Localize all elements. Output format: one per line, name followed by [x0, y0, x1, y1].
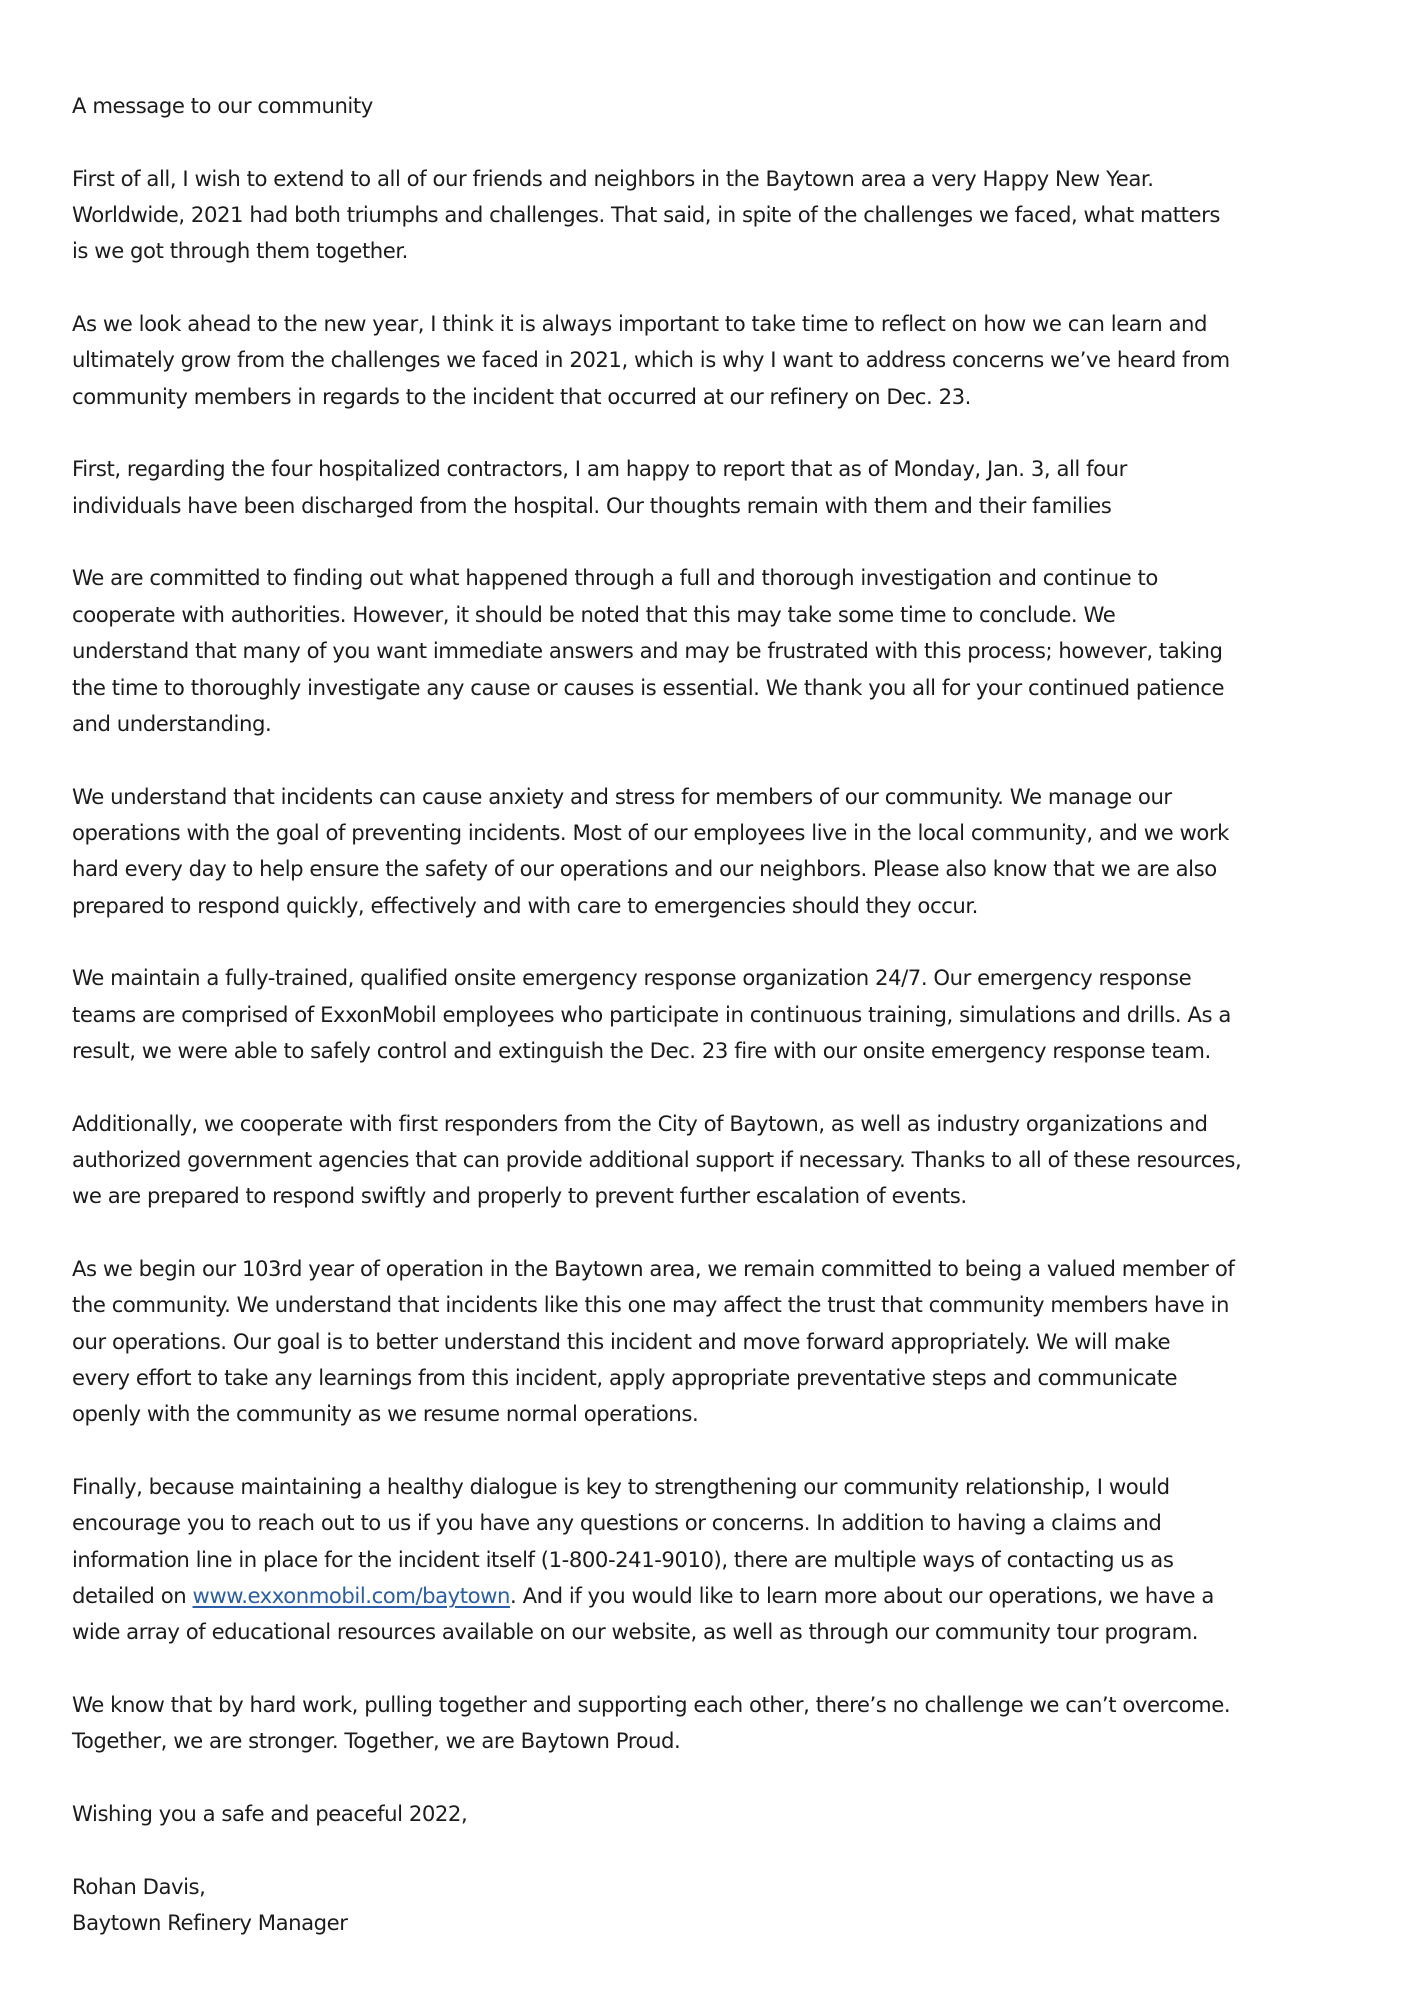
paragraph-contact-info: [72, 1469, 1372, 1651]
link-suffix-text: . And if you would like to learn more about our operations, we have a: [510, 1583, 1214, 1609]
text-line: is we got through them together.: [72, 238, 408, 264]
letter-page: [72, 88, 1372, 1942]
text-line: and understanding.: [72, 710, 272, 736]
spacer: [72, 1760, 1372, 1796]
text-line: cooperate with authorities. However, it should be noted that this may take some time to conclude. We: [72, 601, 1116, 627]
signature-block: [72, 1869, 1372, 1942]
text-line: encourage you to reach out to us if you have any questions or concerns. In addition to having a claims and: [72, 1510, 1162, 1536]
text-line: We are committed to finding out what happened through a full and thorough investigation and continue to: [72, 565, 1158, 591]
text-line: information line in place for the incident itself (1-800-241-9010), there are multiple ways of contacting us as: [72, 1546, 1174, 1572]
text-line: Together, we are stronger. Together, we are Baytown Proud.: [72, 1728, 681, 1754]
spacer: [72, 1069, 1372, 1105]
text-line: authorized government agencies that can provide additional support if necessary. Thanks to all of these resources,: [72, 1146, 1242, 1172]
spacer: [72, 1833, 1372, 1869]
text-line: hard every day to help ensure the safety of our operations and our neighbors. Please also know that we are also: [72, 856, 1217, 882]
text-line: Worldwide, 2021 had both triumphs and challenges. That said, in spite of the challenges we faced, what matters: [72, 202, 1220, 228]
text-line: every effort to take any learnings from this incident, apply appropriate preventative steps and communicate: [72, 1365, 1178, 1391]
link-prefix-text: detailed on: [72, 1583, 193, 1609]
spacer: [72, 742, 1372, 778]
paragraph-emergency-response: [72, 960, 1372, 1069]
signature-title: Baytown Refinery Manager: [72, 1910, 348, 1936]
closing-line: Wishing you a safe and peaceful 2022,: [72, 1801, 468, 1827]
website-link[interactable]: www.exxonmobil.com/baytown: [192, 1583, 511, 1609]
text-line: wide array of educational resources available on our website, as well as through our community tour program.: [72, 1619, 1199, 1645]
paragraph-first-responders: [72, 1106, 1372, 1215]
text-line: First, regarding the four hospitalized contractors, I am happy to report that as of Monday, Jan. 3, all four: [72, 456, 1127, 482]
paragraph-community-safety: [72, 779, 1372, 924]
letter-title: A message to our community: [72, 93, 373, 118]
text-line: We maintain a fully-trained, qualified onsite emergency response organization 24/7. Our emergency response: [72, 965, 1192, 991]
paragraph-new-year-greeting: [72, 161, 1372, 270]
text-line: understand that many of you want immediate answers and may be frustrated with this process; however, taking: [72, 638, 1223, 664]
text-line: the community. We understand that incidents like this one may affect the trust that community members have in: [72, 1292, 1229, 1318]
spacer: [72, 1215, 1372, 1251]
text-line: Finally, because maintaining a healthy dialogue is key to strengthening our community relationship, I would: [72, 1474, 1170, 1500]
text-line: We know that by hard work, pulling together and supporting each other, there’s no challenge we can’t overcome.: [72, 1692, 1231, 1718]
spacer: [72, 124, 1372, 160]
paragraph-investigation: [72, 560, 1372, 742]
text-line-with-link: [72, 1578, 1372, 1614]
text-line: teams are comprised of ExxonMobil employees who participate in continuous training, simulations and drills. As a: [72, 1001, 1231, 1027]
text-line: First of all, I wish to extend to all of our friends and neighbors in the Baytown area a very Happy New Year.: [72, 165, 1154, 191]
text-line: As we begin our 103rd year of operation in the Baytown area, we remain committed to being a valued member of: [72, 1256, 1235, 1281]
text-line: We understand that incidents can cause anxiety and stress for members of our community. We manage our: [72, 783, 1172, 809]
text-line: the time to thoroughly investigate any cause or causes is essential. We thank you all for your continued patience: [72, 674, 1225, 700]
signature-name: Rohan Davis,: [72, 1873, 206, 1899]
text-line: openly with the community as we resume normal operations.: [72, 1401, 699, 1427]
paragraph-contractors-update: [72, 451, 1372, 524]
text-line: ultimately grow from the challenges we faced in 2021, which is why I want to address concerns we’ve heard from: [72, 347, 1230, 373]
spacer: [72, 1433, 1372, 1469]
paragraph-reflection: [72, 306, 1372, 415]
spacer: [72, 415, 1372, 451]
spacer: [72, 270, 1372, 306]
spacer: [72, 1651, 1372, 1687]
spacer: [72, 524, 1372, 560]
text-line: prepared to respond quickly, effectively and with care to emergencies should they occur.: [72, 892, 978, 918]
text-line: Additionally, we cooperate with first responders from the City of Baytown, as well as industry organizations and: [72, 1110, 1208, 1136]
text-line: individuals have been discharged from the hospital. Our thoughts remain with them and their families: [72, 492, 1112, 518]
paragraph-baytown-proud: [72, 1687, 1372, 1760]
text-line: our operations. Our goal is to better understand this incident and move forward appropriately. We will make: [72, 1328, 1171, 1354]
text-line: operations with the goal of preventing incidents. Most of our employees live in the local community, and we work: [72, 819, 1229, 845]
text-line: we are prepared to respond swiftly and properly to prevent further escalation of events.: [72, 1183, 967, 1209]
text-line: result, we were able to safely control and extinguish the Dec. 23 fire with our onsite emergency response team.: [72, 1037, 1211, 1063]
text-line: As we look ahead to the new year, I think it is always important to take time to reflect on how we can learn and: [72, 311, 1207, 337]
text-line: community members in regards to the incident that occurred at our refinery on Dec. 23.: [72, 383, 971, 409]
spacer: [72, 924, 1372, 960]
paragraph-commitment: [72, 1251, 1372, 1433]
